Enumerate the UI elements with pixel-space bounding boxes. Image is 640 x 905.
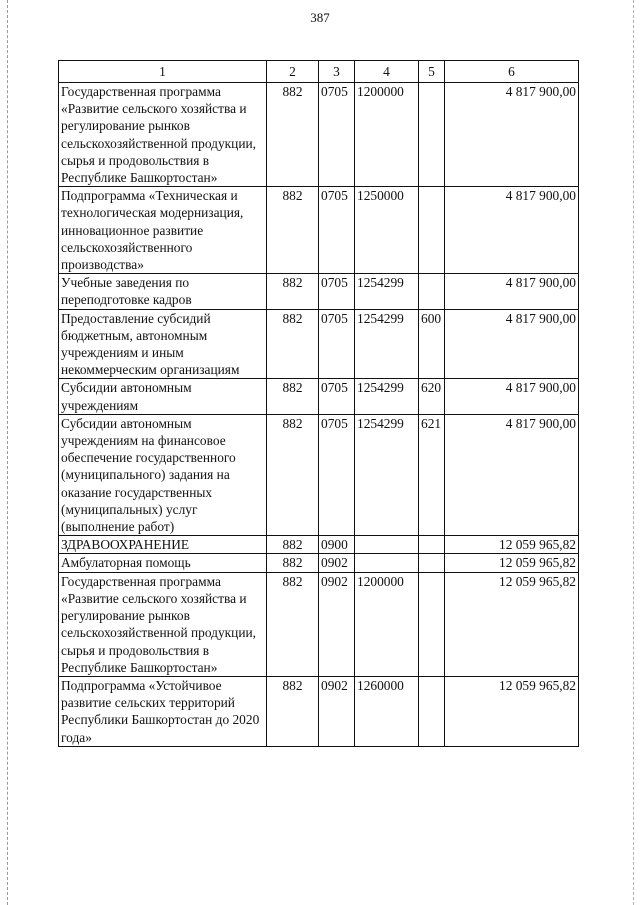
table-row	[59, 414, 579, 535]
cell-cst: 1260000	[355, 676, 419, 746]
cell-razdel: 0705	[319, 187, 355, 274]
budget-table	[58, 60, 579, 747]
cell-sum: 4 817 900,00	[445, 187, 579, 274]
cell-sum: 4 817 900,00	[445, 309, 579, 379]
cell-razdel: 0705	[319, 379, 355, 414]
cell-ved: 882	[267, 187, 319, 274]
cell-vr	[419, 554, 445, 572]
cell-vr	[419, 274, 445, 309]
cell-vr: 620	[419, 379, 445, 414]
cell-name: Государственная программа «Развитие сельского хозяйства и регулирование рынков сельскохозяйственной продукции, сырья и продовольствия в Республике Башкортостан»	[59, 572, 267, 676]
cell-vr	[419, 83, 445, 187]
cell-name: Амбулаторная помощь	[59, 554, 267, 572]
table-row	[59, 309, 579, 379]
cell-cst	[355, 536, 419, 554]
table-row	[59, 274, 579, 309]
col-header-6: 6	[445, 61, 579, 83]
cell-razdel: 0705	[319, 274, 355, 309]
cell-name: Государственная программа «Развитие сельского хозяйства и регулирование рынков сельскохозяйственной продукции, сырья и продовольствия в Республике Башкортостан»	[59, 83, 267, 187]
col-header-2: 2	[267, 61, 319, 83]
cell-razdel: 0902	[319, 554, 355, 572]
cell-name: Учебные заведения по переподготовке кадров	[59, 274, 267, 309]
cell-vr	[419, 536, 445, 554]
scan-right-edge	[633, 0, 635, 905]
cell-sum: 4 817 900,00	[445, 379, 579, 414]
cell-ved: 882	[267, 379, 319, 414]
cell-cst: 1254299	[355, 379, 419, 414]
cell-name: Субсидии автономным учреждениям	[59, 379, 267, 414]
cell-cst: 1250000	[355, 187, 419, 274]
cell-sum: 12 059 965,82	[445, 536, 579, 554]
cell-ved: 882	[267, 536, 319, 554]
col-header-5: 5	[419, 61, 445, 83]
cell-razdel: 0902	[319, 676, 355, 746]
cell-ved: 882	[267, 572, 319, 676]
table-row	[59, 83, 579, 187]
cell-vr	[419, 187, 445, 274]
cell-cst: 1254299	[355, 309, 419, 379]
cell-name: Субсидии автономным учреждениям на финансовое обеспечение государственного (муниципального) задания на оказание государственных (муниципальных) услуг (выполнение работ)	[59, 414, 267, 535]
cell-cst	[355, 554, 419, 572]
cell-name: Подпрограмма «Техническая и технологическая модернизация, инновационное развитие сельскохозяйственного производства»	[59, 187, 267, 274]
cell-ved: 882	[267, 414, 319, 535]
cell-vr: 600	[419, 309, 445, 379]
cell-cst: 1200000	[355, 83, 419, 187]
cell-name: Предоставление субсидий бюджетным, автономным учреждениям и иным некоммерческим организациям	[59, 309, 267, 379]
cell-name: Подпрограмма «Устойчивое развитие сельских территорий Республики Башкортостан до 2020 года»	[59, 676, 267, 746]
table-row	[59, 536, 579, 554]
cell-name: ЗДРАВООХРАНЕНИЕ	[59, 536, 267, 554]
cell-sum: 12 059 965,82	[445, 572, 579, 676]
cell-sum: 12 059 965,82	[445, 554, 579, 572]
cell-ved: 882	[267, 554, 319, 572]
cell-razdel: 0900	[319, 536, 355, 554]
col-header-3: 3	[319, 61, 355, 83]
cell-sum: 12 059 965,82	[445, 676, 579, 746]
cell-ved: 882	[267, 309, 319, 379]
col-header-4: 4	[355, 61, 419, 83]
cell-cst: 1254299	[355, 274, 419, 309]
page-number: 387	[310, 10, 330, 25]
table-row	[59, 554, 579, 572]
table-row	[59, 187, 579, 274]
cell-razdel: 0705	[319, 83, 355, 187]
cell-cst: 1200000	[355, 572, 419, 676]
cell-sum: 4 817 900,00	[445, 414, 579, 535]
col-header-1: 1	[59, 61, 267, 83]
cell-cst: 1254299	[355, 414, 419, 535]
cell-sum: 4 817 900,00	[445, 274, 579, 309]
scan-left-edge	[7, 0, 9, 905]
table-row	[59, 676, 579, 746]
cell-vr: 621	[419, 414, 445, 535]
cell-vr	[419, 676, 445, 746]
cell-razdel: 0902	[319, 572, 355, 676]
cell-ved: 882	[267, 274, 319, 309]
table-row	[59, 572, 579, 676]
cell-vr	[419, 572, 445, 676]
header-row	[59, 61, 579, 83]
cell-sum: 4 817 900,00	[445, 83, 579, 187]
cell-razdel: 0705	[319, 309, 355, 379]
table-row	[59, 379, 579, 414]
cell-ved: 882	[267, 83, 319, 187]
cell-razdel: 0705	[319, 414, 355, 535]
cell-ved: 882	[267, 676, 319, 746]
